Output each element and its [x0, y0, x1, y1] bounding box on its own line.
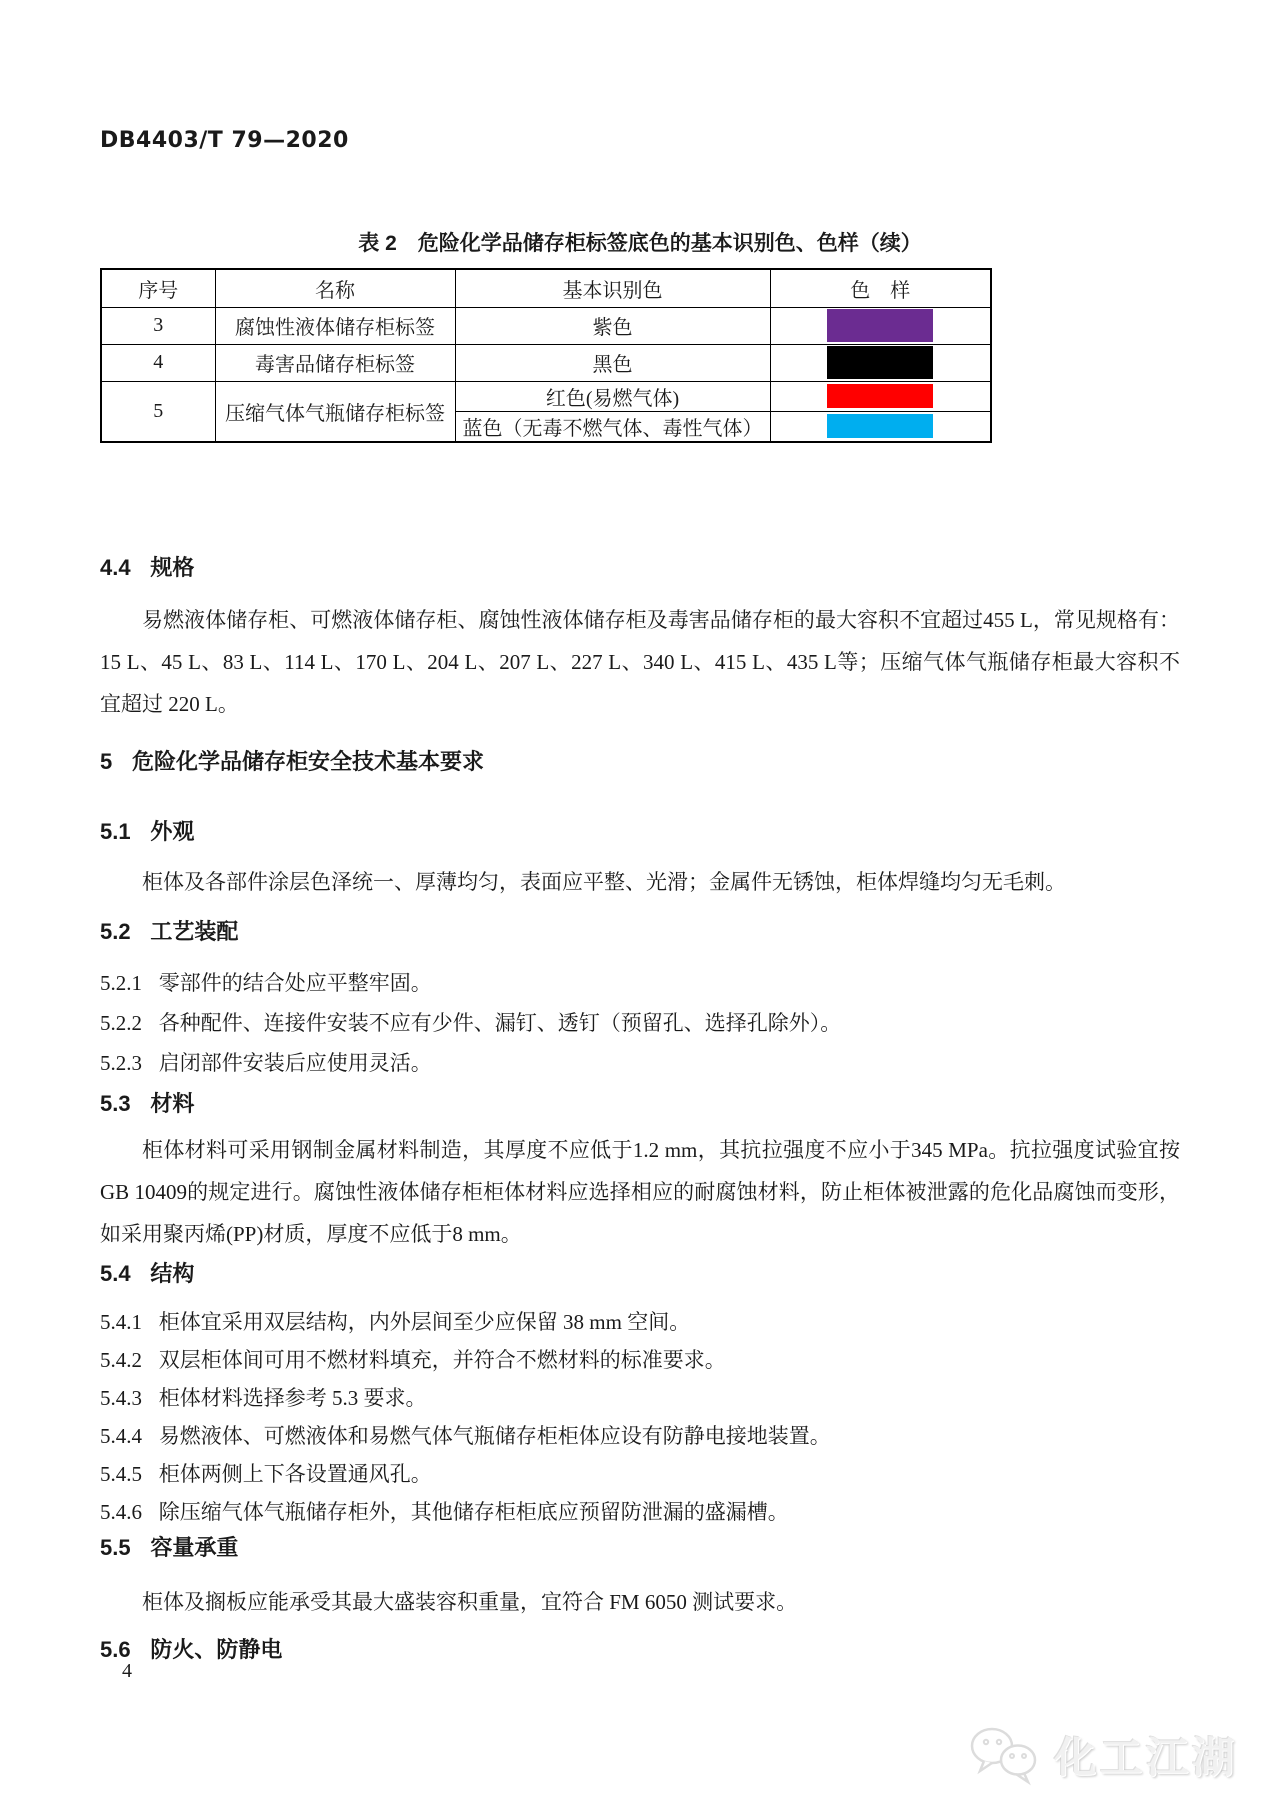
cell-serial: 4: [101, 344, 215, 381]
section-heading-5-1: [100, 817, 1180, 847]
clause-5-4-5: [100, 1455, 1180, 1493]
clause-text: 启闭部件安装后应使用灵活。: [158, 1050, 432, 1075]
section-heading-5-5: [100, 1533, 1180, 1563]
watermark-logo: [962, 1722, 1238, 1788]
section-body-5-5: 柜体及搁板应能承受其最大盛装容积重量，宜符合 FM 6050 测试要求。: [142, 1589, 798, 1614]
clause-text: 零部件的结合处应平整牢固。: [158, 970, 432, 995]
section-number: 5.1: [100, 818, 131, 844]
section-number: 4.4: [100, 554, 131, 580]
clause-5-4-6: [100, 1493, 1180, 1531]
cell-color-label: 紫色: [455, 307, 770, 344]
clause-number: 5.2.2: [100, 1010, 142, 1035]
blue-swatch: [827, 414, 933, 438]
standard-code: DB4403/T 79—2020: [100, 128, 349, 153]
section-heading-5-6: [100, 1635, 1180, 1665]
section-title: 危险化学品储存柜安全技术基本要求: [132, 748, 485, 774]
cell-serial: 5: [101, 381, 215, 442]
section-heading-4-4: [100, 553, 1180, 583]
clause-number: 5.2.3: [100, 1050, 142, 1075]
section-body-4-4: 易燃液体储存柜、可燃液体储存柜、腐蚀性液体储存柜及毒害品储存柜的最大容积不宜超过455 L，常见规格有：15 L、45 L、83 L、114 L、170 L、204 L、207 L、227 L、340 L、415 L、435 L等；压缩气体气瓶储存柜最大容积不宜超过 220 L。: [100, 607, 1180, 716]
clause-5-2-1: [100, 963, 1180, 1003]
table-header-row: [101, 269, 991, 307]
table-row: [101, 307, 991, 344]
cell-swatch: [770, 381, 991, 411]
clause-number: 5.4.4: [100, 1423, 142, 1448]
cell-name: 毒害品储存柜标签: [215, 344, 455, 381]
section-title: 容量承重: [150, 1534, 239, 1560]
cell-serial: 3: [101, 307, 215, 344]
header-base-color: 基本识别色: [455, 269, 770, 307]
section-body-5-1: 柜体及各部件涂层色泽统一、厚薄均匀，表面应平整、光滑；金属件无锈蚀，柜体焊缝均匀无毛刺。: [142, 869, 1066, 894]
page-number: 4: [122, 1660, 132, 1682]
cell-swatch: [770, 344, 991, 381]
clause-text: 双层柜体间可用不燃材料填充，并符合不燃材料的标准要求。: [158, 1347, 726, 1372]
cell-color-label: 蓝色（无毒不燃气体、毒性气体）: [455, 411, 770, 442]
wechat-bubbles-icon: [962, 1722, 1048, 1788]
clause-text: 易燃液体、可燃液体和易燃气体气瓶储存柜柜体应设有防静电接地装置。: [158, 1423, 831, 1448]
color-spec-table: [100, 268, 992, 443]
clause-text: 各种配件、连接件安装不应有少件、漏钉、透钉（预留孔、选择孔除外）。: [158, 1010, 842, 1035]
section-heading-5-3: [100, 1089, 1180, 1119]
clause-list-5-2: [100, 963, 1180, 1083]
section-number: 5.4: [100, 1260, 131, 1286]
section-heading-5-2: [100, 917, 1180, 947]
header-name: 名称: [215, 269, 455, 307]
clause-number: 5.4.2: [100, 1347, 142, 1372]
section-number: 5.3: [100, 1090, 131, 1116]
section-heading-5: [100, 747, 1180, 777]
table-row: [101, 381, 991, 411]
section-title: 材料: [150, 1090, 195, 1116]
section-number: 5.6: [100, 1636, 131, 1662]
clause-5-2-3: [100, 1043, 1180, 1083]
cell-swatch: [770, 411, 991, 442]
clause-text: 柜体宜采用双层结构，内外层间至少应保留 38 mm 空间。: [158, 1309, 691, 1334]
red-swatch: [827, 384, 933, 408]
section-title: 外观: [150, 818, 195, 844]
clause-number: 5.4.1: [100, 1309, 142, 1334]
clause-5-4-3: [100, 1379, 1180, 1417]
section-title: 规格: [150, 554, 195, 580]
section-number: 5: [100, 748, 113, 774]
section-number: 5.2: [100, 918, 131, 944]
cell-swatch: [770, 307, 991, 344]
table-title: 表 2 危险化学品储存柜标签底色的基本识别色、色样（续）: [358, 232, 922, 255]
clause-list-5-4: [100, 1303, 1180, 1531]
clause-5-4-1: [100, 1303, 1180, 1341]
watermark-text: 化工江湖: [1053, 1734, 1238, 1781]
section-title: 工艺装配: [150, 918, 239, 944]
table-row: [101, 344, 991, 381]
cell-name: 腐蚀性液体储存柜标签: [215, 307, 455, 344]
clause-5-2-2: [100, 1003, 1180, 1043]
black-swatch: [827, 346, 933, 379]
purple-swatch: [827, 309, 933, 342]
clause-5-4-2: [100, 1341, 1180, 1379]
clause-number: 5.4.3: [100, 1385, 142, 1410]
cell-name: 压缩气体气瓶储存柜标签: [215, 381, 455, 442]
clause-5-4-4: [100, 1417, 1180, 1455]
section-heading-5-4: [100, 1259, 1180, 1289]
header-serial: 序号: [101, 269, 215, 307]
clause-number: 5.2.1: [100, 970, 142, 995]
header-sample: 色 样: [770, 269, 991, 307]
clause-text: 柜体两侧上下各设置通风孔。: [158, 1461, 432, 1486]
cell-color-label: 黑色: [455, 344, 770, 381]
section-body-5-3: 柜体材料可采用钢制金属材料制造，其厚度不应低于1.2 mm，其抗拉强度不应小于345 MPa。抗拉强度试验宜按GB 10409的规定进行。腐蚀性液体储存柜柜体材料应选择相应的耐腐蚀材料，防止柜体被泄露的危化品腐蚀而变形，如采用聚丙烯(PP)材质，厚度不应低于8 mm。: [100, 1137, 1180, 1246]
clause-number: 5.4.5: [100, 1461, 142, 1486]
section-title: 防火、防静电: [150, 1636, 283, 1662]
clause-text: 柜体材料选择参考 5.3 要求。: [158, 1385, 427, 1410]
cell-color-label: 红色(易燃气体): [455, 381, 770, 411]
clause-number: 5.4.6: [100, 1499, 142, 1524]
clause-text: 除压缩气体气瓶储存柜外，其他储存柜柜底应预留防泄漏的盛漏槽。: [158, 1499, 789, 1524]
section-title: 结构: [150, 1260, 195, 1286]
section-number: 5.5: [100, 1534, 131, 1560]
